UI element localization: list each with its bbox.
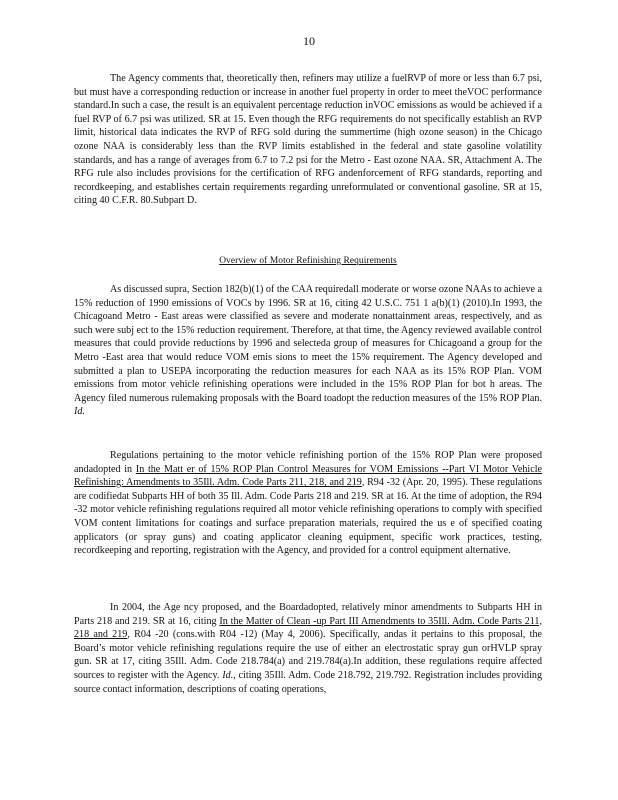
paragraph-text: , R04 -20 (cons.with R04 -12) (May 4, 2006). Specifically, andas it pertains to this proposal, the Board’s motor vehicle refinishing regulations require the use of either an electrostatic spray gun orHVLP spray gun. SR at 17, citing 35Ill. Adm. Code 218.784(a) and 219.784(a).In addition, these regulations require affected sources to register with the Agency.: [74, 629, 543, 681]
paragraph-discussed-supra: [74, 283, 542, 419]
italic-citation: Id.: [222, 669, 234, 681]
section-heading: Overview of Motor Refinishing Requirements: [219, 256, 397, 266]
paragraph-2004-amendments: [74, 601, 542, 696]
paragraph-text: , R94 -32 (Apr. 20, 1995). These regulations are codifiedat Subparts HH of both 35 Ill. Adm. Code Parts 218 and 219. SR at 16. At the time of adoption, the R94 -32 motor vehicle refinishing regulations required all motor vehicle refinishing operations to comply with specified VOM content limitations for coatings and surface preparation materials, required the us e of specified coating applicators (or spray guns) and coating applicator cleaning equipment, specific work practices, testing, recordkeeping and reporting, registration with the Agency, and provided for a control equipment alternative.: [74, 477, 542, 557]
paragraph-text: In 2004, the Age ncy proposed, and the Boardadopted, relatively minor amendments to Subparts HH in Parts 218 and 219. SR at 16, citing: [74, 602, 542, 627]
paragraph-text: As discussed supra, Section 182(b)(1) of the CAA requiredall moderate or worse ozone NAAs to achieve a 15% reduction of 1990 emissions of VOCs by 1996. SR at 16, citing 42 U.S.C. 751 1 a(b)(1) (2010).In 1993, the Chicagoand Metro - East areas were classified as severe and moderate nonattainment areas, respectively, and as such were subj ect to the 15% reduction requirement. Therefore, at that time, the Agency reviewed available control measures that could provide reductions by 1996 and selecteda group of measures for Chicagoand a group for the Metro -East area that would reduce VOM emis sions to meet the 15% requirement. The Agency developed and submitted a plan to USEPA incorporating the reduction measures for each NAA as its 15% ROP Plan. VOM emissions from motor vehicle refinishing operations were included in the 15% ROP Plan for bot h areas. The Agency filed numerous rulemaking proposals with the Board toadopt the reduction measures of the 15% ROP Plan.: [74, 284, 542, 404]
paragraph-agency-comments: [74, 72, 542, 208]
paragraph-regulations: [74, 449, 542, 558]
italic-citation: Id.: [74, 406, 85, 418]
page-number: 10: [303, 34, 315, 48]
paragraph-text: The Agency comments that, theoretically then, refiners may utilize a fuelRVP of more or less than 6.7 psi, but must have a corresponding reduction or increase in another fuel property in order to meet theVOC performance standard.In such a case, the result is an equivalent percentage reduction inVOC emissions as would be achieved if a fuel RVP of 6.7 psi was utilized. SR at 15. Even though the RFG requirements do not specifically establish an RVP limit, historical data indicates the RVP of RFG sold during the summertime (high ozone season) in the Chicago ozone NAA is considerably less than the RVP limits established in the federal and state gasoline volatility standards, and has a range of averages from 6.7 to 7.2 psi for the Metro - East ozone NAA. SR, Attachment A. The RFG rule also includes provisions for the certification of RFG andenforcement of RFG standards, reporting and recordkeeping, and establishes certain requirements regarding unreformulated or conventional gasoline. SR at 15, citing 40 C.F.R. 80.Subpart D.: [74, 73, 542, 207]
paragraph-text: , citing 35Ill. Adm. Code 218.792, 219.792. Registration includes providing source contact information, descriptions of coating operations,: [74, 669, 543, 695]
case-citation: In the Matter of Clean -up Part III Amendments to 35Ill. Adm. Code Parts 211, 218 and 219: [74, 615, 542, 641]
case-citation: In the Matt er of 15% ROP Plan Control Measures for VOM Emissions --Part VI Motor Vehicle Refinishing: Amendments to 35Ill. Adm. Code Parts 211, 218, and 219: [74, 463, 542, 489]
paragraph-text: Regulations pertaining to the motor vehicle refinishing portion of the 15% ROP Plan were proposed andadopted in: [74, 450, 542, 475]
